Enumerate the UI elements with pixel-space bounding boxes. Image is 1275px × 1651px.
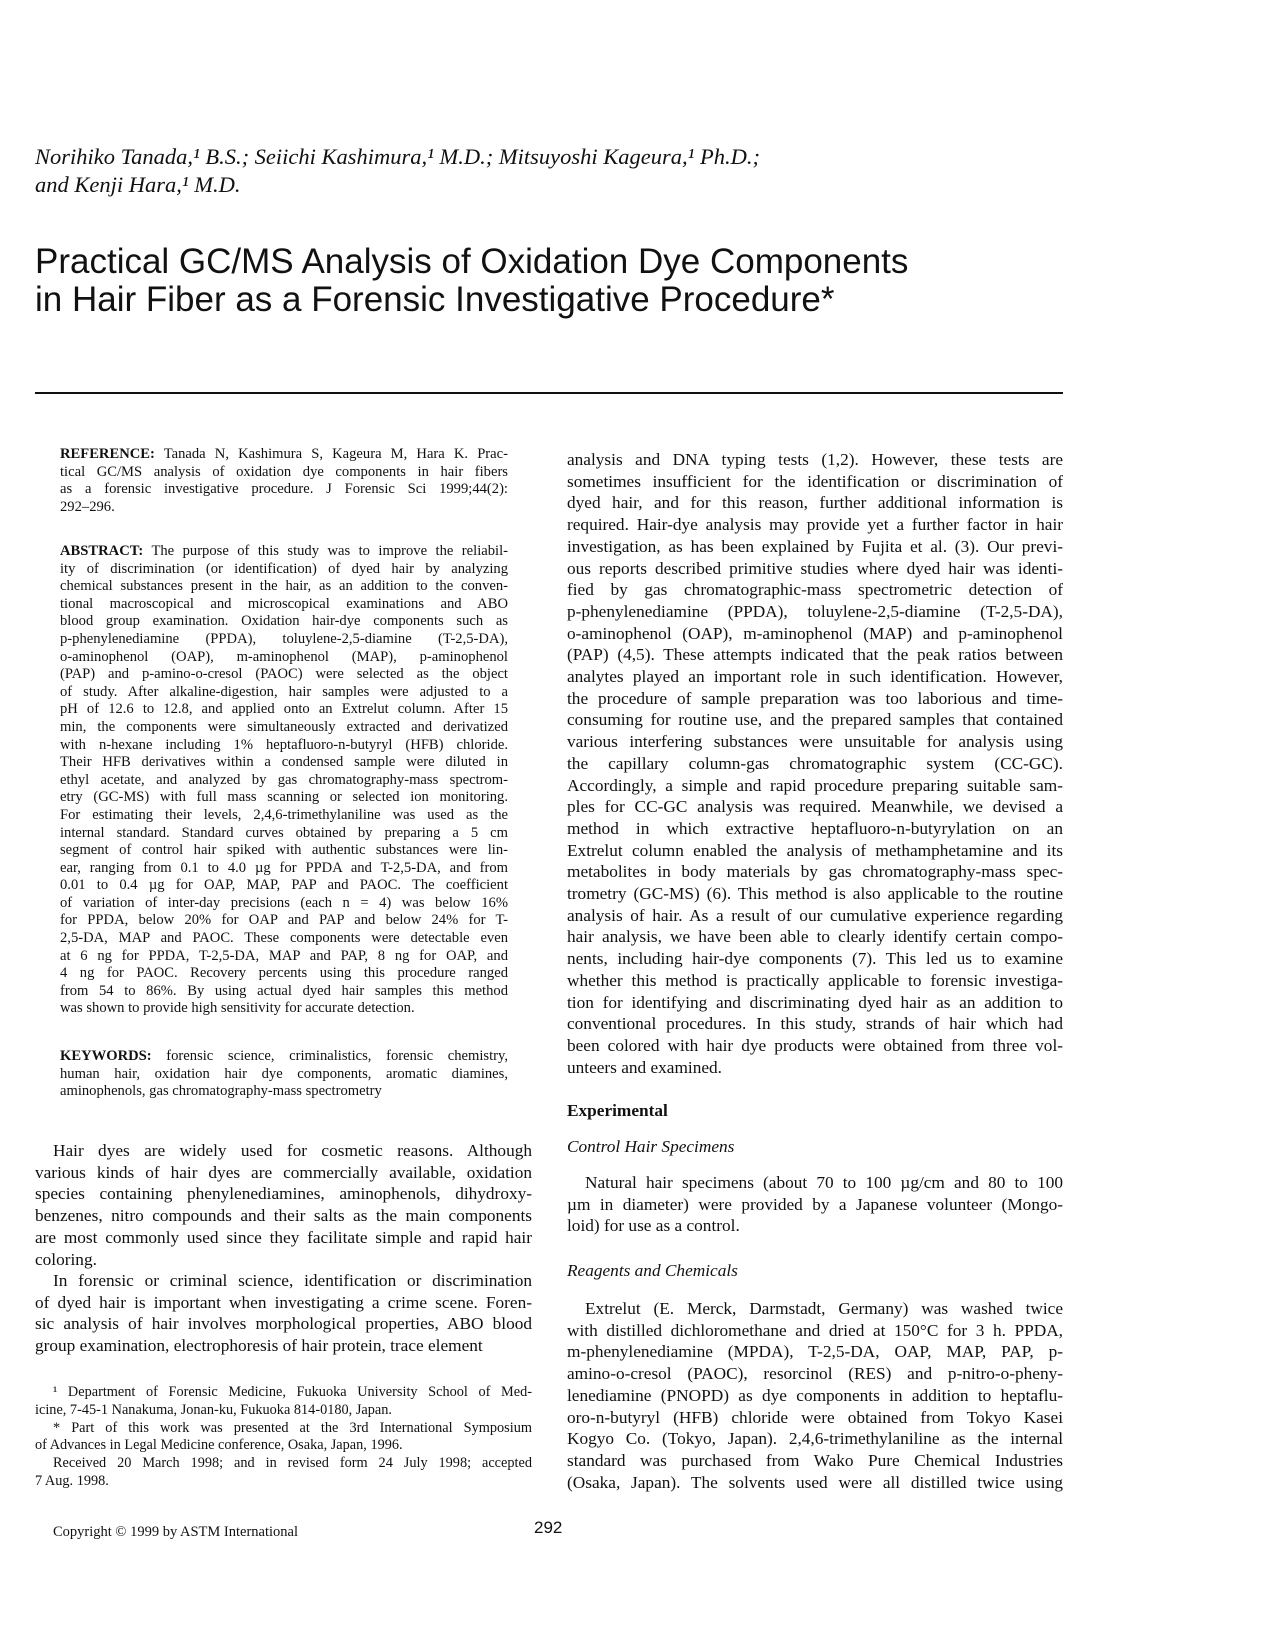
text-line (60, 543, 508, 561)
line-text: * Part of this work was presented at the 3rd International Symposium (53, 1419, 532, 1436)
line-text: species containing phenylenediamines, aminophenols, dihydroxy- (35, 1184, 532, 1204)
text-line (567, 666, 1063, 688)
line-text: unteers and examined. (567, 1057, 722, 1077)
line-text: from 54 to 86%. By using actual dyed hair samples this method (60, 982, 508, 999)
line-text: For estimating their levels, 2,4,6-trimethylaniline was used as the (60, 806, 508, 823)
line-text: of variation of inter-day precisions (each n = 4) was below 16% (60, 894, 508, 911)
line-text: ¹ Department of Forensic Medicine, Fukuoka University School of Med- (53, 1384, 532, 1400)
text-line (567, 514, 1063, 536)
reference-block (60, 446, 508, 516)
text-line (60, 578, 508, 596)
line-text: amino-o-cresol (PAOC), resorcinol (RES) and p-nitro-o-pheny- (567, 1364, 1063, 1384)
text-line (60, 464, 508, 482)
title-divider (35, 392, 1063, 394)
text-line (567, 1341, 1063, 1363)
line-text: loid) for use as a control. (567, 1216, 740, 1236)
text-line (567, 926, 1063, 948)
line-text: aminophenols, gas chromatography-mass spectrometry (60, 1083, 382, 1100)
text-line (35, 1473, 532, 1491)
text-line (60, 895, 508, 913)
line-text: 292–296. (60, 498, 115, 515)
line-text: 2,5-DA, MAP and PAOC. These components were detectable even (60, 930, 508, 947)
line-text: In forensic or criminal science, identification or discrimination (53, 1271, 532, 1290)
line-text: human hair, oxidation hair dye components, aromatic diamines, (60, 1065, 508, 1082)
line-text: oro-n-butyryl (HFB) chloride were obtained from Tokyo Kasei (567, 1407, 1063, 1427)
line-text: analysis of hair. As a result of our cumulative experience regarding (567, 905, 1063, 925)
text-line (567, 688, 1063, 710)
text-line (567, 861, 1063, 883)
line-text: (Osaka, Japan). The solvents used were all distilled twice using (567, 1472, 1063, 1492)
line-text: 4 ng for PAOC. Recovery percents using this procedure ranged (60, 965, 508, 982)
line-text: coloring. (35, 1249, 97, 1269)
paper-title (35, 243, 908, 319)
text-line (567, 1057, 1063, 1079)
line-text: 7 Aug. 1998. (35, 1472, 109, 1489)
text-line (35, 1140, 532, 1162)
copyright-notice: Copyright © 1999 by ASTM International (53, 1524, 299, 1540)
author-list (35, 143, 760, 199)
text-line (60, 912, 508, 930)
text-line (567, 1320, 1063, 1342)
line-text: of study. After alkaline-digestion, hair samples were adjusted to a (60, 683, 508, 700)
text-line (60, 789, 508, 807)
text-line (567, 536, 1063, 558)
line-text: benzenes, nitro compounds and their salts as the main components (35, 1206, 532, 1226)
page-number: 292 (534, 1518, 563, 1537)
text-line (60, 613, 508, 631)
intro-paragraph-2 (35, 1270, 532, 1357)
line-text: for PPDA, below 20% for OAP and PAP and below 24% for T- (60, 912, 508, 929)
text-line (567, 840, 1063, 862)
line-text: p-phenylenediamine (PPDA), toluylene-2,5-diamine (T-2,5-DA), (567, 601, 1063, 621)
text-line (60, 666, 508, 684)
text-line (35, 1402, 532, 1420)
line-text: ous reports described primitive studies where dyed hair was identi- (567, 558, 1063, 578)
line-text: chemical substances present in the hair, as an addition to the conven- (60, 578, 508, 595)
text-line (567, 970, 1063, 992)
line-text: tical GC/MS analysis of oxidation dye components in hair fibers (60, 463, 508, 480)
text-line (35, 1292, 532, 1314)
text-line (567, 1013, 1063, 1035)
line-text: ples for CC-GC analysis was required. Meanwhile, we devised a (567, 797, 1063, 817)
line-text: with distilled dichloromethane and dried at 150°C for 3 h. PPDA, (567, 1320, 1063, 1340)
line-text: method in which extractive heptafluoro-n-butyrylation on an (567, 818, 1063, 838)
text-line (35, 1183, 532, 1205)
line-text: at 6 ng for PPDA, T-2,5-DA, MAP and PAP, 8 ng for OAP, and (60, 947, 508, 964)
line-text: Extrelut column enabled the analysis of methamphetamine and its (567, 840, 1063, 860)
text-line (35, 1227, 532, 1249)
line-text: o-aminophenol (OAP), m-aminophenol (MAP), p-aminophenol (60, 648, 508, 665)
text-line (60, 930, 508, 948)
text-line (60, 1048, 508, 1066)
text-line (567, 1428, 1063, 1450)
text-line (60, 737, 508, 755)
line-text: various interfering substances were unsuitable for analysis using (567, 732, 1063, 752)
line-text: Extrelut (E. Merck, Darmstadt, Germany) was washed twice (585, 1299, 1063, 1318)
line-text: icine, 7-45-1 Nanakuma, Jonan-ku, Fukuoka 814-0180, Japan. (35, 1401, 392, 1418)
line-text: ear, ranging from 0.1 to 4.0 µg for PPDA and T-2,5-DA, and from (60, 859, 508, 876)
line-text: group examination, electrophoresis of hair protein, trace element (35, 1336, 483, 1356)
line-text: (PAP) and p-amino-o-cresol (PAOC) were selected as the object (60, 666, 508, 683)
text-line (35, 1455, 532, 1473)
intro-paragraph-1 (35, 1140, 532, 1270)
line-text: o-aminophenol (OAP), m-aminophenol (MAP) and p-aminophenol (567, 623, 1063, 643)
text-line (60, 446, 508, 464)
text-line (35, 1249, 532, 1271)
line-text: tional macroscopical and microscopical examinations and ABO (60, 595, 508, 612)
line-text: the procedure of sample preparation was too laborious and time- (567, 688, 1063, 708)
text-line (567, 471, 1063, 493)
line-text: consuming for routine use, and the prepared samples that contained (567, 710, 1063, 730)
text-line (567, 905, 1063, 927)
line-text: (PAP) (4,5). These attempts indicated that the peak ratios between (567, 645, 1063, 665)
text-line (567, 775, 1063, 797)
text-line (60, 772, 508, 790)
text-line (567, 601, 1063, 623)
author-line: and Kenji Hara,¹ M.D. (35, 172, 241, 197)
text-line (60, 1000, 508, 1018)
text-line (60, 842, 508, 860)
text-line (35, 1162, 532, 1184)
line-text: segment of control hair spiked with authentic substances were lin- (60, 842, 508, 859)
text-line (60, 983, 508, 1001)
text-line (567, 709, 1063, 731)
text-line (60, 965, 508, 983)
subsection-heading-reagents: Reagents and Chemicals (567, 1261, 738, 1280)
line-text: required. Hair-dye analysis may provide yet a further factor in hair (567, 515, 1063, 535)
text-line (567, 753, 1063, 775)
line-text: Received 20 March 1998; and in revised form 24 July 1998; accepted (53, 1455, 532, 1472)
text-line (60, 631, 508, 649)
line-text: m-phenylenediamine (MPDA), T-2,5-DA, OAP, MAP, PAP, p- (567, 1342, 1063, 1362)
text-line (35, 1270, 532, 1292)
text-line (35, 1420, 532, 1438)
line-text: nents, including hair-dye components (7). This led us to examine (567, 949, 1063, 969)
line-text: sic analysis of hair involves morphological properties, ABO blood (35, 1314, 532, 1334)
line-text: analytes played an important role in such identification. However, (567, 667, 1063, 687)
text-line (60, 860, 508, 878)
line-text: etry (GC-MS) with full mass scanning or selected ion monitoring. (60, 789, 508, 806)
subsection-heading-control: Control Hair Specimens (567, 1137, 735, 1156)
text-line (567, 1472, 1063, 1494)
title-line: in Hair Fiber as a Forensic Investigative Procedure* (35, 280, 835, 319)
line-text: dyed hair, and for this reason, further additional information is (567, 493, 1063, 513)
text-line (567, 449, 1063, 471)
text-line (60, 596, 508, 614)
text-line (60, 684, 508, 702)
line-text: The purpose of this study was to improve the reliabil- (143, 543, 508, 559)
line-text: standard was purchased from Wako Pure Chemical Industries (567, 1450, 1063, 1470)
text-line (60, 701, 508, 719)
line-text: Natural hair specimens (about 70 to 100 µg/cm and 80 to 100 (585, 1173, 1063, 1192)
line-text: investigation, as has been explained by Fujita et al. (3). Our previ- (567, 536, 1063, 556)
line-text: µm in diameter) were provided by a Japanese volunteer (Mongo- (567, 1194, 1063, 1214)
line-text: ity of discrimination (or identification) of dyed hair by analyzing (60, 560, 508, 577)
line-text: been colored with hair dye products were obtained from three vol- (567, 1035, 1063, 1055)
text-line (567, 1215, 1063, 1237)
text-line (60, 1083, 508, 1101)
reagents-paragraph (567, 1298, 1063, 1493)
text-line (60, 948, 508, 966)
text-line (567, 623, 1063, 645)
text-line (567, 1450, 1063, 1472)
line-text: pH of 12.6 to 12.8, and applied onto an Extrelut column. After 15 (60, 701, 508, 718)
text-line (60, 754, 508, 772)
title-line: Practical GC/MS Analysis of Oxidation Dye Components (35, 242, 909, 281)
block-label: KEYWORDS: (60, 1048, 152, 1064)
text-line (567, 1298, 1063, 1320)
text-line (60, 807, 508, 825)
text-line (567, 644, 1063, 666)
line-text: Tanada N, Kashimura S, Kageura M, Hara K. Prac- (154, 446, 508, 462)
text-line (60, 877, 508, 895)
text-line (35, 1335, 532, 1357)
text-line (567, 1363, 1063, 1385)
block-label: REFERENCE: (60, 446, 155, 462)
line-text: was shown to provide high sensitivity for accurate detection. (60, 1000, 415, 1017)
text-line (567, 1035, 1063, 1057)
text-line (567, 1194, 1063, 1216)
text-line (35, 1384, 532, 1402)
line-text: with n-hexane including 1% heptafluoro-n-butyryl (HFB) chloride. (60, 736, 508, 753)
line-text: are most commonly used since they facilitate simple and rapid hair (35, 1227, 532, 1247)
line-text: p-phenylenediamine (PPDA), toluylene-2,5-diamine (T-2,5-DA), (60, 630, 508, 647)
line-text: whether this method is practically applicable to forensic investiga- (567, 970, 1063, 990)
line-text: tion for identifying and discriminating dyed hair as an addition to (567, 992, 1063, 1012)
line-text: forensic science, criminalistics, forensic chemistry, (151, 1048, 508, 1064)
text-line (567, 1172, 1063, 1194)
text-line (60, 561, 508, 579)
line-text: hair analysis, we have been able to clearly identify certain compo- (567, 927, 1063, 947)
line-text: of dyed hair is important when investigating a crime scene. Foren- (35, 1292, 532, 1312)
line-text: blood group examination. Oxidation hair-dye components such as (60, 613, 508, 630)
line-text: internal standard. Standard curves obtained by preparing a 5 cm (60, 824, 508, 841)
text-line (567, 796, 1063, 818)
text-line (567, 1385, 1063, 1407)
line-text: sometimes insufficient for the identification or discrimination of (567, 471, 1063, 491)
text-line (35, 1205, 532, 1227)
text-line (567, 948, 1063, 970)
text-line (60, 719, 508, 737)
line-text: conventional procedures. In this study, strands of hair which had (567, 1014, 1063, 1034)
footnotes (35, 1384, 532, 1491)
line-text: as a forensic investigative procedure. J Forensic Sci 1999;44(2): (60, 481, 508, 498)
text-line (567, 558, 1063, 580)
keywords-block (60, 1048, 508, 1101)
line-text: metabolites in body materials by gas chromatography-mass spec- (567, 862, 1063, 882)
text-line (567, 492, 1063, 514)
text-line (60, 825, 508, 843)
text-line (60, 481, 508, 499)
text-line (567, 731, 1063, 753)
line-text: Kogyo Co. (Tokyo, Japan). 2,4,6-trimethylaniline as the internal (567, 1429, 1063, 1449)
text-line (35, 1313, 532, 1335)
line-text: Accordingly, a simple and rapid procedure preparing suitable sam- (567, 775, 1063, 795)
text-line (60, 499, 508, 517)
text-line (567, 883, 1063, 905)
line-text: min, the components were simultaneously extracted and derivatized (60, 718, 508, 735)
text-line (60, 649, 508, 667)
line-text: trometry (GC-MS) (6). This method is also applicable to the routine (567, 884, 1063, 904)
line-text: ethyl acetate, and analyzed by gas chromatography-mass spectrom- (60, 771, 508, 788)
line-text: various kinds of hair dyes are commercially available, oxidation (35, 1162, 532, 1182)
line-text: lenediamine (PNOPD) as dye components in addition to heptaflu- (567, 1385, 1063, 1405)
line-text: Hair dyes are widely used for cosmetic reasons. Although (53, 1141, 532, 1160)
intro-paragraph-3 (567, 449, 1063, 1078)
line-text: fied by gas chromatographic-mass spectrometric detection of (567, 580, 1063, 600)
control-paragraph (567, 1172, 1063, 1237)
line-text: of Advances in Legal Medicine conference, Osaka, Japan, 1996. (35, 1437, 403, 1454)
section-heading-experimental: Experimental (567, 1101, 668, 1120)
text-line (567, 579, 1063, 601)
text-line (35, 1437, 532, 1455)
text-line (567, 992, 1063, 1014)
line-text: Their HFB derivatives within a condensed sample were diluted in (60, 754, 508, 771)
text-line (567, 818, 1063, 840)
text-line (567, 1407, 1063, 1429)
text-line (60, 1066, 508, 1084)
block-label: ABSTRACT: (60, 543, 144, 559)
author-line: Norihiko Tanada,¹ B.S.; Seiichi Kashimura,¹ M.D.; Mitsuyoshi Kageura,¹ Ph.D.; (35, 144, 761, 169)
line-text: analysis and DNA typing tests (1,2). However, these tests are (567, 450, 1063, 469)
line-text: the capillary column-gas chromatographic system (CC-GC). (567, 753, 1063, 773)
line-text: 0.01 to 0.4 µg for OAP, MAP, PAP and PAOC. The coefficient (60, 877, 508, 894)
abstract-block (60, 543, 508, 1018)
